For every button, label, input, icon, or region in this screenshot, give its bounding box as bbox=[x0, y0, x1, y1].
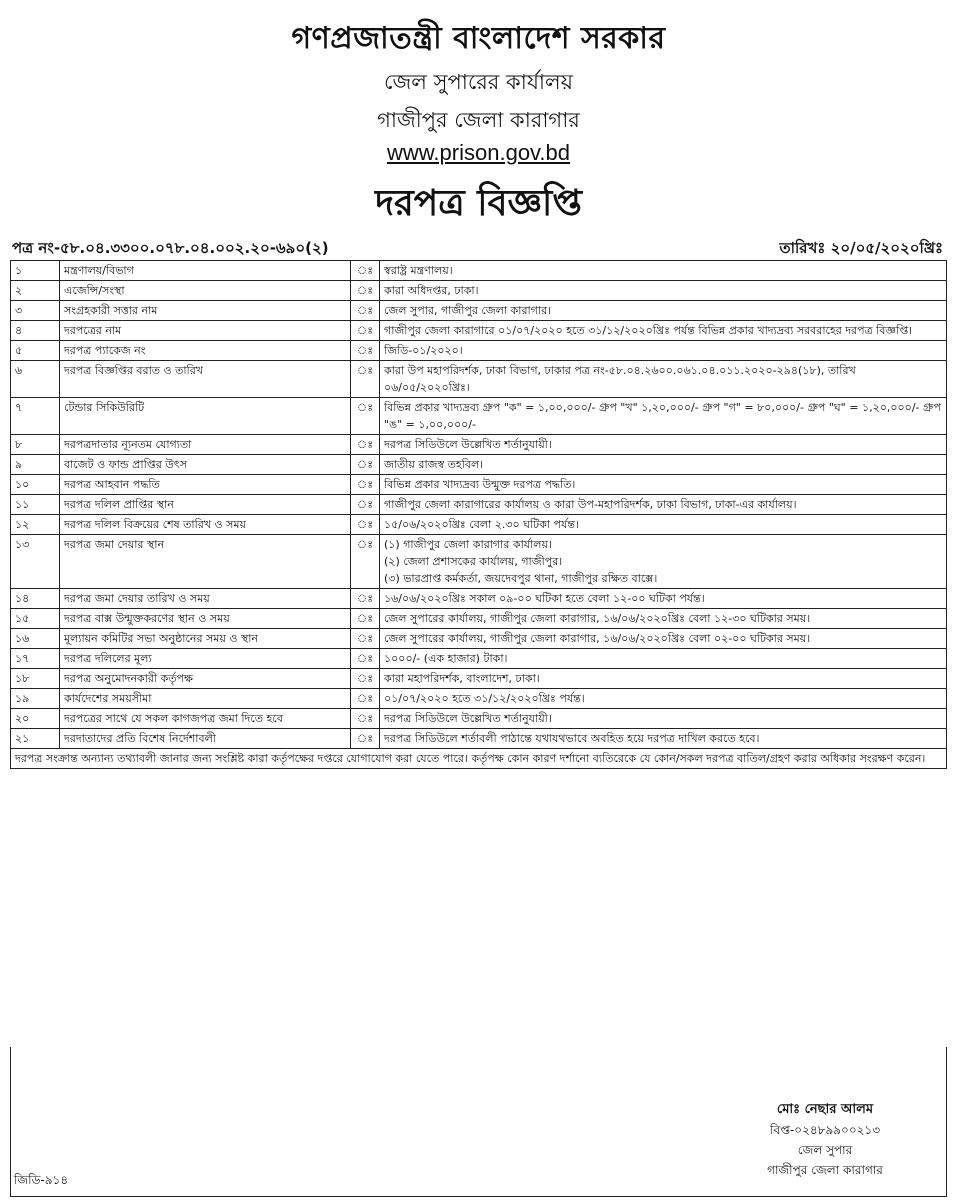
row-item: দরপত্র জমা দেয়ার স্থান bbox=[60, 535, 351, 589]
row-value-line: জাতীয় রাজস্ব তহবিল। bbox=[384, 458, 484, 471]
table-row bbox=[11, 535, 947, 589]
row-value-line: (১) গাজীপুর জেলা কারাগার কার্যালয়। bbox=[384, 538, 552, 551]
row-item: এজেন্সি/সংস্থা bbox=[60, 281, 351, 301]
row-value-line: কারা অধিদপ্তর, ঢাকা। bbox=[384, 284, 479, 297]
row-colon: ঃ bbox=[351, 321, 380, 341]
row-colon: ঃ bbox=[351, 589, 380, 609]
website-link[interactable]: www.prison.gov.bd bbox=[386, 140, 570, 165]
row-serial: ১৭ bbox=[11, 649, 60, 669]
row-colon: ঃ bbox=[351, 535, 380, 589]
table-row bbox=[11, 475, 947, 495]
row-value-line: কারা মহাপরিদর্শক, বাংলাদেশ, ঢাকা। bbox=[384, 672, 540, 685]
row-colon: ঃ bbox=[351, 609, 380, 629]
row-value bbox=[380, 609, 947, 629]
row-serial: ৩ bbox=[11, 301, 60, 321]
row-serial: ১০ bbox=[11, 475, 60, 495]
reference-code: জিডি-৯১৪ bbox=[14, 1173, 69, 1187]
table-row bbox=[11, 341, 947, 361]
row-value bbox=[380, 301, 947, 321]
row-serial: ১৩ bbox=[11, 535, 60, 589]
row-value-line: স্বরাষ্ট্র মন্ত্রণালয়। bbox=[384, 264, 453, 277]
row-value bbox=[380, 361, 947, 398]
note-row bbox=[11, 749, 947, 769]
signatory-designation: জেল সুপার bbox=[797, 1143, 853, 1157]
tender-table bbox=[10, 260, 947, 769]
government-heading: গণপ্রজাতন্ত্রী বাংলাদেশ সরকার bbox=[291, 21, 666, 56]
row-value bbox=[380, 729, 947, 749]
row-colon: ঃ bbox=[351, 398, 380, 435]
row-value-line: বিভিন্ন প্রকার খাদ্যদ্রব্য গ্রুপ "ক" = ১,০০,০০০/- গ্রুপ "খ" ১,২০,০০০/- গ্রুপ "গ" = ৮০,০০০/- গ্রুপ "ঘ" = ১,২০,০০০/- গ্রুপ "ঙ" = ১,০০,০০০/- bbox=[384, 401, 941, 431]
row-serial: ১২ bbox=[11, 515, 60, 535]
row-value-line: বিভিন্ন প্রকার খাদ্যদ্রব্য উন্মুক্ত দরপত্র পদ্ধতি। bbox=[384, 478, 576, 491]
row-serial: ১৮ bbox=[11, 669, 60, 689]
row-value bbox=[380, 455, 947, 475]
row-serial: ১৯ bbox=[11, 689, 60, 709]
row-item: দরপত্র বাক্স উন্মুক্তকরণের স্থান ও সময় bbox=[60, 609, 351, 629]
row-item: দরপত্র বিজ্ঞপ্তির বরাত ও তারিখ bbox=[60, 361, 351, 398]
notice-title: দরপত্র বিজ্ঞপ্তি bbox=[375, 183, 582, 224]
row-colon: ঃ bbox=[351, 495, 380, 515]
table-row bbox=[11, 361, 947, 398]
row-serial: ১১ bbox=[11, 495, 60, 515]
table-row bbox=[11, 709, 947, 729]
note-text: দরপত্র সংক্রান্ত অন্যান্য তথ্যাবলী জানার জন্য সংশ্লিষ্ট কারা কর্তৃপক্ষের দপ্তরে যোগাযোগ করা যেতে পারে। কর্তৃপক্ষ কোন কারণ দর্শানো ব্যতিরেকে যে কোন/সকল দরপত্র বাতিল/গ্রহণ করার অধিকার সংরক্ষণ করেন। bbox=[11, 749, 947, 769]
row-colon: ঃ bbox=[351, 475, 380, 495]
row-colon: ঃ bbox=[351, 261, 380, 281]
row-colon: ঃ bbox=[351, 729, 380, 749]
row-item: দরপত্র দলিল প্রাপ্তির স্থান bbox=[60, 495, 351, 515]
row-colon: ঃ bbox=[351, 361, 380, 398]
row-value bbox=[380, 475, 947, 495]
row-item: দরপত্র দলিল বিক্রয়ের শেষ তারিখ ও সময় bbox=[60, 515, 351, 535]
row-item: সংগ্রহকারী সত্তার নাম bbox=[60, 301, 351, 321]
row-item: মূল্যায়ন কমিটির সভা অনুষ্ঠানের সময় ও স্থান bbox=[60, 629, 351, 649]
table-row bbox=[11, 669, 947, 689]
row-value-line: জিডি-০১/২০২০। bbox=[384, 344, 463, 357]
row-value bbox=[380, 589, 947, 609]
row-serial: ১৬ bbox=[11, 629, 60, 649]
table-row bbox=[11, 398, 947, 435]
signatory-office: গাজীপুর জেলা কারাগার bbox=[767, 1163, 883, 1177]
row-value-line: জেল সুপারের কার্যালয়, গাজীপুর জেলা কারাগার, ১৬/০৬/২০২০খ্রিঃ বেলা ১২-৩০ ঘটিকার সময়। bbox=[384, 612, 811, 625]
row-value bbox=[380, 435, 947, 455]
table-row bbox=[11, 455, 947, 475]
row-item: কার্যদেশের সময়সীমা bbox=[60, 689, 351, 709]
row-item: দরপত্র জমা দেয়ার তারিখ ও সময় bbox=[60, 589, 351, 609]
table-row bbox=[11, 495, 947, 515]
row-serial: ৯ bbox=[11, 455, 60, 475]
row-item: দরপত্রের সাথে যে সকল কাগজপত্র জমা দিতে হবে bbox=[60, 709, 351, 729]
row-value-line: (৩) ভারপ্রাপ্ত কর্মকর্তা, জয়দেবপুর থানা, গাজীপুর রক্ষিত বাক্সে। bbox=[384, 572, 658, 585]
row-value-line: ০১/০৭/২০২০ হতে ৩১/১২/২০২০খ্রিঃ পর্যন্ত। bbox=[384, 692, 585, 705]
row-item: দরপত্র দলিলের মূল্য bbox=[60, 649, 351, 669]
row-value bbox=[380, 341, 947, 361]
row-value bbox=[380, 709, 947, 729]
row-colon: ঃ bbox=[351, 455, 380, 475]
row-value bbox=[380, 398, 947, 435]
row-item: দরদাতাদের প্রতি বিশেষ নির্দেশাবলী bbox=[60, 729, 351, 749]
row-item: দরপত্রের নাম bbox=[60, 321, 351, 341]
signature-block bbox=[700, 1100, 950, 1180]
table-row bbox=[11, 301, 947, 321]
row-serial: ১৪ bbox=[11, 589, 60, 609]
table-row bbox=[11, 589, 947, 609]
row-colon: ঃ bbox=[351, 341, 380, 361]
row-serial: ২০ bbox=[11, 709, 60, 729]
row-item: বাজেট ও ফান্ড প্রাপ্তির উৎস bbox=[60, 455, 351, 475]
row-value bbox=[380, 261, 947, 281]
row-item: দরপত্র আহবান পদ্ধতি bbox=[60, 475, 351, 495]
row-value bbox=[380, 495, 947, 515]
row-value bbox=[380, 321, 947, 341]
row-serial: ৭ bbox=[11, 398, 60, 435]
table-row bbox=[11, 689, 947, 709]
row-colon: ঃ bbox=[351, 669, 380, 689]
row-value-line: জেল সুপার, গাজীপুর জেলা কারাগার। bbox=[384, 304, 552, 317]
row-serial: ৮ bbox=[11, 435, 60, 455]
table-row bbox=[11, 629, 947, 649]
row-serial: ২ bbox=[11, 281, 60, 301]
row-value-line: গাজীপুর জেলা কারাগারে ০১/০৭/২০২০ হতে ৩১/১২/২০২০খ্রিঃ পর্যন্ত বিভিন্ন প্রকার খাদ্যদ্রব্য সরবরাহের দরপত্র বিজ্ঞপ্তি। bbox=[384, 324, 913, 337]
row-colon: ঃ bbox=[351, 709, 380, 729]
row-value-line: জেল সুপারের কার্যালয়, গাজীপুর জেলা কারাগার, ১৬/০৬/২০২০খ্রিঃ বেলা ০২-০০ ঘটিকার সময়। bbox=[384, 632, 811, 645]
table-row bbox=[11, 435, 947, 455]
row-serial: ৪ bbox=[11, 321, 60, 341]
row-value-line: দরপত্র সিডিউলে শর্তাবলী পাঠান্তে যথাযথভাবে অবহিত হয়ে দরপত্র দাখিল করতে হবে। bbox=[384, 732, 760, 745]
row-value-line: (২) জেলা প্রশাসকের কার্যালয়, গাজীপুর। bbox=[384, 555, 563, 568]
jail-name: গাজীপুর জেলা কারাগার bbox=[377, 108, 580, 132]
row-colon: ঃ bbox=[351, 515, 380, 535]
memo-date: তারিখঃ ২০/০৫/২০২০খ্রিঃ bbox=[779, 239, 943, 257]
row-item: দরপত্র অনুমোদনকারী কর্তৃপক্ষ bbox=[60, 669, 351, 689]
row-item: মন্ত্রণালয়/বিভাগ bbox=[60, 261, 351, 281]
row-colon: ঃ bbox=[351, 629, 380, 649]
row-item: দরপত্র প্যাকেজ নং bbox=[60, 341, 351, 361]
row-value-line: দরপত্র সিডিউলে উল্লেখিত শর্তানুযায়ী। bbox=[384, 438, 552, 451]
table-row bbox=[11, 321, 947, 341]
signatory-phone: বিপ্ত-০২৪৮৯৯০০২১৩ bbox=[769, 1123, 881, 1137]
row-value-line: ১৬/০৬/২০২০খ্রিঃ সকাল ০৯-০০ ঘটিকা হতে বেলা ১২-০০ ঘটিকা পর্যন্ত। bbox=[384, 592, 705, 605]
row-value bbox=[380, 629, 947, 649]
row-value bbox=[380, 689, 947, 709]
row-value bbox=[380, 669, 947, 689]
table-row bbox=[11, 281, 947, 301]
row-value-line: ১৫/০৬/২০২০খ্রিঃ বেলা ২.৩০ ঘটিকা পর্যন্ত। bbox=[384, 518, 579, 531]
row-colon: ঃ bbox=[351, 301, 380, 321]
row-value bbox=[380, 515, 947, 535]
row-colon: ঃ bbox=[351, 689, 380, 709]
office-name: জেল সুপারের কার্যালয় bbox=[383, 70, 574, 94]
row-serial: ২১ bbox=[11, 729, 60, 749]
row-item: দরপত্রদাতার ন্যূনতম যোগ্যতা bbox=[60, 435, 351, 455]
memo-number: পত্র নং-৫৮.০৪.৩৩০০.০৭৮.০৪.০০২.২০-৬৯০(২) bbox=[12, 239, 329, 257]
table-row bbox=[11, 729, 947, 749]
row-value-line: ১০০০/- (এক হাজার) টাকা। bbox=[384, 652, 508, 665]
table-row bbox=[11, 649, 947, 669]
row-item: টেন্ডার সিকিউরিটি bbox=[60, 398, 351, 435]
table-row bbox=[11, 261, 947, 281]
row-colon: ঃ bbox=[351, 435, 380, 455]
signatory-name: মোঃ নেছার আলম bbox=[776, 1102, 874, 1117]
row-value bbox=[380, 535, 947, 589]
row-colon: ঃ bbox=[351, 649, 380, 669]
table-row bbox=[11, 515, 947, 535]
row-serial: ৫ bbox=[11, 341, 60, 361]
row-serial: ১ bbox=[11, 261, 60, 281]
row-serial: ৬ bbox=[11, 361, 60, 398]
row-value-line: গাজীপুর জেলা কারাগারের কার্যালয় ও কারা উপ-মহাপরিদর্শক, ঢাকা বিভাগ, ঢাকা-এর কার্যালয়। bbox=[384, 498, 797, 511]
row-value-line: দরপত্র সিডিউলে উল্লেখিত শর্তানুযায়ী। bbox=[384, 712, 552, 725]
row-value-line: কারা উপ মহাপরিদর্শক, ঢাকা বিভাগ, ঢাকার পত্র নং-৫৮.০৪.২৬০০.০৬১.০৪.০১১.২০২০-২৯৪(১৮), তারিখ ০৬/০৫/২০২০খ্রিঃ। bbox=[384, 364, 856, 394]
row-value bbox=[380, 281, 947, 301]
row-colon: ঃ bbox=[351, 281, 380, 301]
row-serial: ১৫ bbox=[11, 609, 60, 629]
table-row bbox=[11, 609, 947, 629]
row-value bbox=[380, 649, 947, 669]
